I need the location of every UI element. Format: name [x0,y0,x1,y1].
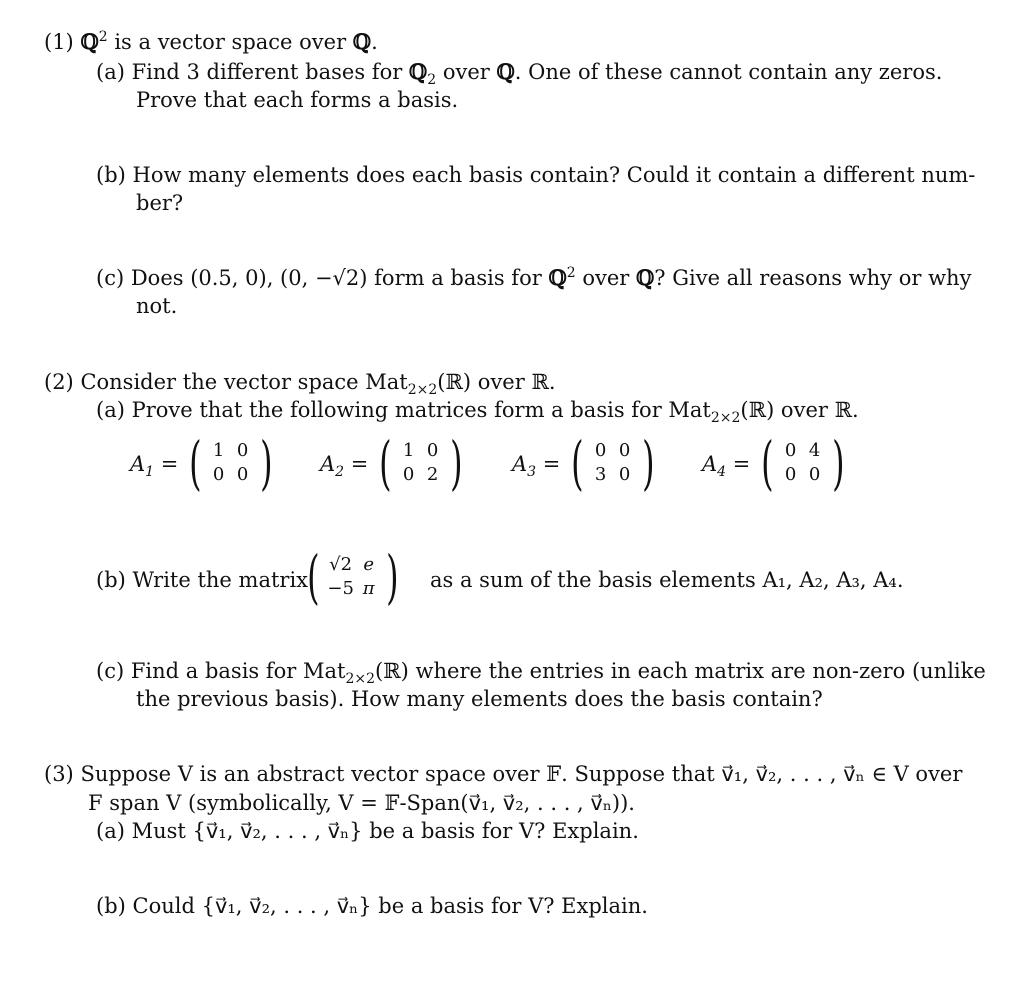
subscript: 2×2 [407,382,438,399]
matrix-a2-label: $A_2$ = [320,452,369,481]
problem-2-heading [44,368,556,399]
problem-3-heading [44,760,962,788]
field-q: ℚ [80,29,99,54]
part-text: (ℝ) over ℝ. [740,398,859,422]
problem-1c-line2: not. [136,294,178,318]
subscript: 2×2 [345,671,376,688]
field-q: ℚ [496,59,515,84]
problem-3b [96,892,648,920]
subscript: 2×2 [710,410,741,427]
problem-3-line2: F span V (symbolically, V = 𝔽-Span(v⃗₁, v⃗₂, . . . , v⃗ₙ)). [88,791,635,815]
problem-2a [96,396,859,427]
problem-1b-line2: ber? [136,191,184,215]
part-text: over [575,266,636,290]
matrix-target: ( √2 e −5 π ) [307,543,399,611]
problem-2-text: (ℝ) over ℝ. [437,370,556,394]
subscript: 2 [427,72,437,89]
matrix-a2: ( 1 0 0 2 ) [379,429,463,497]
problem-3-number: (3) [44,762,74,786]
problem-2c [96,657,986,688]
part-label: (b) [96,894,126,918]
problem-2b-end: as a sum of the basis elements A₁, A₂, A₃, A₄. [430,568,904,592]
part-text: Must {v⃗₁, v⃗₂, . . . , v⃗ₙ} be a basis for V? Explain. [131,819,639,843]
punct: . [371,30,378,54]
part-label: (b) [96,568,126,592]
field-q: ℚ [408,59,428,84]
part-text: Prove that the following matrices form a basis for Mat [131,398,711,422]
problem-1b [96,161,975,189]
part-text: Find a basis for Mat [130,659,346,683]
problem-1-text: is a vector space over [107,30,353,54]
part-label: (a) [96,60,125,84]
problem-1a [96,58,943,89]
part-label: (a) [96,819,125,843]
problem-1c: (c) Does (0.5, 0), (0, −√2) form a basis for ℚ$^2$ over ℚ? Give all reasons why or why [96,265,972,290]
problem-1-heading: (1) ℚ$^2$ is a vector space over ℚ. [44,29,378,54]
matrix-a4-label: $A_4$ = [702,452,751,481]
matrix-a1: ( 1 0 0 0 ) [189,429,273,497]
part-text: How many elements does each basis contain? Could it contain a different num- [132,163,976,187]
problem-1a-line2: Prove that each forms a basis. [136,88,459,112]
matrix-a3: ( 0 0 3 0 ) [571,429,655,497]
part-label: (a) [96,398,125,422]
field-q: ℚ [635,265,655,290]
problem-2-text: Consider the vector space Mat [80,370,408,394]
part-text: Write the matrix [132,568,309,592]
part-label: (c) [96,659,125,683]
matrix-a1-label: $A_1$ = [130,452,179,481]
field-q: ℚ [352,29,372,54]
matrix-a4: ( 0 4 0 0 ) [761,429,845,497]
part-text: over [436,60,497,84]
part-label: (b) [96,163,126,187]
part-text: (ℝ) where the entries in each matrix are non-zero (unlike [375,659,986,683]
problem-3-text: Suppose V is an abstract vector space over 𝔽. Suppose that v⃗₁, v⃗₂, . . . , v⃗ₙ ∈ V over [80,762,963,786]
problem-2c-line2: the previous basis). How many elements does the basis contain? [136,687,823,711]
problem-2b-start [96,566,308,594]
field-q: ℚ [548,265,567,290]
matrix-a3-label: $A_3$ = [512,452,561,481]
problem-2-number: (2) [44,370,74,394]
part-text: Find 3 different bases for [131,60,409,84]
problem-1-number: (1) [44,30,74,54]
problem-3a [96,817,639,845]
part-text: ? Give all reasons why or why [654,266,972,290]
part-label: (c) [96,266,125,290]
part-text: . One of these cannot contain any zeros. [514,60,943,84]
part-text: Could {v⃗₁, v⃗₂, . . . , v⃗ₙ} be a basis for V? Explain. [132,894,648,918]
part-text: Does (0.5, 0), (0, −√2) form a basis for [130,266,549,290]
